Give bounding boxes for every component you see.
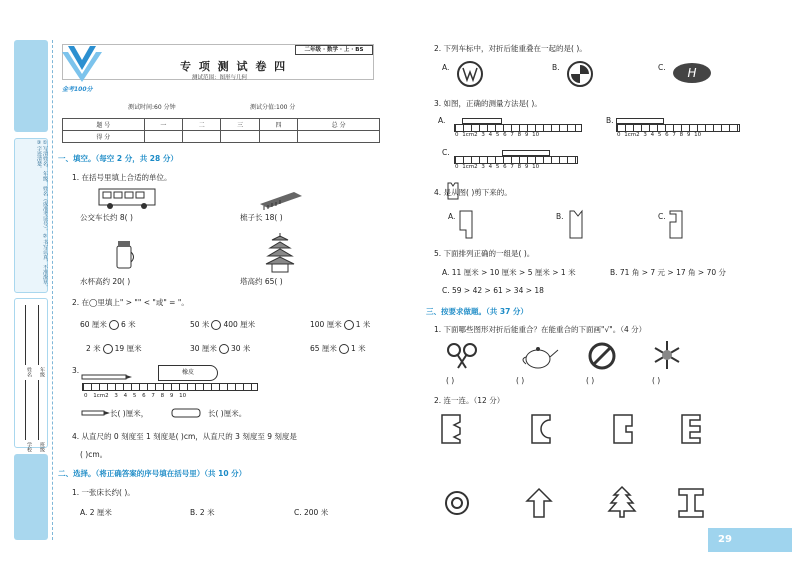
test-time: 测试时间:60 分钟: [128, 104, 176, 111]
half-shape-1-icon[interactable]: [440, 414, 462, 444]
vw-logo-icon: [456, 60, 484, 88]
fold-answer-1[interactable]: ( ): [446, 376, 455, 385]
cut-line: [52, 40, 53, 540]
choice-2-option-a[interactable]: A.: [442, 63, 450, 72]
choice-3-option-b[interactable]: B.: [606, 116, 614, 125]
choice-4: 4. 是从图( )剪下来的。: [434, 188, 512, 197]
sidebar-grade-label: 年级: [39, 367, 45, 377]
compare-item: [190, 319, 255, 330]
pencil-icon: [82, 374, 132, 380]
compare-right: 6 米: [120, 320, 136, 329]
score-header-cell: 总 分: [298, 119, 380, 131]
score-header-cell: 二: [183, 119, 221, 131]
test-total: 测试分值:100 分: [250, 104, 296, 111]
page-title: 专 项 测 试 卷 四: [180, 60, 288, 73]
compare-item: [190, 343, 250, 354]
scissors-icon: [446, 342, 478, 370]
sidebar-block-top: [14, 40, 48, 132]
section-3-heading: 三、按要求做题。（共 37 分）: [426, 307, 528, 316]
i-beam-icon[interactable]: [678, 488, 704, 518]
fold-answer-2[interactable]: ( ): [516, 376, 525, 385]
score-cell[interactable]: [221, 131, 259, 143]
compare-right: 1 米: [355, 320, 371, 329]
sidebar-line: [38, 305, 39, 365]
choice-3: 3. 如图，正确的测量方法是( )。: [434, 99, 542, 108]
sidebar-school-label: 学校: [26, 442, 32, 452]
question-1-4-line1: 4. 从直尺的 0 刻度至 1 刻度是( )cm，从直尺的 3 刻度至 9 刻度是: [72, 432, 297, 441]
score-header-cell: 三: [221, 119, 259, 131]
question-1-2: 2. 在◯里填上" > "" < "或" = "。: [72, 298, 189, 307]
choice-2-option-b[interactable]: B.: [552, 63, 560, 72]
sidebar-notice: ①写清姓名、年级、姓名（或准考证号）。②书写认真，不准潦草。③字迹清楚。: [36, 140, 48, 290]
score-cell[interactable]: [298, 131, 380, 143]
hyundai-logo-icon: [672, 62, 712, 84]
choice-4-option-a[interactable]: A.: [448, 212, 456, 221]
ring-icon[interactable]: [444, 490, 470, 516]
ruler-labels: 0 1cm2 3 4 5 6 7 8 9 10: [84, 393, 187, 399]
tree-icon[interactable]: [608, 486, 636, 518]
cutout-b-icon: [568, 210, 584, 240]
compare-left: 60 厘米: [80, 320, 107, 329]
fill-eraser-length[interactable]: 长( )厘米。: [208, 409, 247, 418]
task-3-1: 1. 下面哪些图形对折后能重合？在能重合的下面画"√"。（4 分）: [434, 325, 647, 334]
page-number: 29: [708, 528, 792, 552]
bus-icon: [98, 188, 158, 210]
score-cell[interactable]: [144, 131, 182, 143]
score-cell[interactable]: [183, 131, 221, 143]
sidebar-block-bottom: [14, 454, 48, 540]
compare-left: 100 厘米: [310, 320, 342, 329]
ruler-b-labels: 0 1cm2 3 4 5 6 7 8 9 10: [617, 132, 702, 138]
choice-1-option-b[interactable]: B. 2 米: [190, 508, 215, 517]
compare-right: 19 厘米: [114, 344, 142, 353]
compare-item: [86, 343, 142, 354]
cutout-c-icon: [668, 210, 684, 240]
score-header-cell: 一: [144, 119, 182, 131]
choice-4-option-c[interactable]: C.: [658, 212, 666, 221]
fill-comb-length[interactable]: 梳子长 18( ): [240, 213, 283, 222]
ruler-a-labels: 0 1cm2 3 4 5 6 7 8 9 10: [455, 132, 540, 138]
fill-bus-length[interactable]: 公交车长约 8( ): [80, 213, 133, 222]
choice-5-option-c[interactable]: C. 59 > 42 > 61 > 34 > 18: [442, 286, 544, 295]
compare-circle[interactable]: [219, 344, 229, 354]
compare-circle[interactable]: [344, 320, 354, 330]
half-shape-2-icon[interactable]: [530, 414, 552, 444]
compare-circle[interactable]: [103, 344, 113, 354]
compare-left: 65 厘米: [310, 344, 337, 353]
fold-answer-3[interactable]: ( ): [586, 376, 595, 385]
score-table-header: [63, 119, 380, 131]
choice-5: 5. 下面排列正确的一组是( )。: [434, 249, 535, 258]
compare-item: [310, 343, 366, 354]
half-shape-3-icon[interactable]: [612, 414, 634, 444]
compare-item: [310, 319, 370, 330]
ruler-c: [454, 156, 578, 164]
choice-2-option-c[interactable]: C.: [658, 63, 666, 72]
choice-1: 1. 一张床长约( )。: [72, 488, 135, 497]
teapot-icon: [518, 342, 558, 370]
compare-item: [80, 319, 136, 330]
fill-tower-height[interactable]: 塔高约 65( ): [240, 277, 283, 286]
ruler-graphic: [82, 383, 258, 391]
compare-left: 30 厘米: [190, 344, 217, 353]
compare-left: 2 米: [86, 344, 101, 353]
fill-pencil-length[interactable]: 长( )厘米，: [110, 409, 149, 418]
sidebar-line: [25, 380, 26, 440]
choice-3-option-a[interactable]: A.: [438, 116, 446, 125]
half-shape-4-icon[interactable]: [680, 414, 702, 444]
snowflake-icon: [652, 340, 682, 370]
score-row-label: 得 分: [63, 131, 145, 143]
arrow-up-icon[interactable]: [526, 488, 552, 518]
score-table-row: [63, 131, 380, 143]
ruler-a: [454, 124, 582, 132]
choice-4-option-b[interactable]: B.: [556, 212, 564, 221]
comb-icon: [258, 190, 304, 210]
compare-circle[interactable]: [109, 320, 119, 330]
no-sign-icon: [588, 342, 616, 370]
question-1-4-line2[interactable]: ( )cm。: [80, 450, 108, 459]
score-header-cell: 题 号: [63, 119, 145, 131]
ruler-b: [616, 124, 740, 132]
compare-circle[interactable]: [211, 320, 221, 330]
sidebar-class-label: 班级: [39, 442, 45, 452]
cup-icon: [114, 240, 136, 272]
fill-cup-height[interactable]: 水杯高约 20( ): [80, 277, 131, 286]
choice-5-option-a[interactable]: A. 11 厘米 > 10 厘米 > 5 厘米 > 1 米: [442, 268, 576, 277]
compare-right: 30 米: [230, 344, 251, 353]
score-cell[interactable]: [259, 131, 297, 143]
sidebar-line: [38, 380, 39, 440]
choice-5-option-b[interactable]: B. 71 角 > 7 元 > 17 角 > 70 分: [610, 268, 727, 277]
svg-text:H: H: [687, 66, 697, 80]
pencil-small-icon: [82, 410, 110, 416]
choice-1-option-c[interactable]: C. 200 米: [294, 508, 329, 517]
section-1-heading: 一、填空。（每空 2 分，共 28 分）: [58, 154, 178, 163]
section-2-heading: 二、选择。（将正确答案的序号填在括号里）（共 10 分）: [58, 469, 247, 478]
bmw-logo-icon: [566, 60, 594, 88]
compare-right: 1 米: [350, 344, 366, 353]
ruler-c-labels: 0 1cm2 3 4 5 6 7 8 9 10: [455, 164, 540, 170]
compare-circle[interactable]: [339, 344, 349, 354]
choice-3-option-c[interactable]: C.: [442, 148, 450, 157]
binding-sidebar: [14, 40, 48, 540]
vest-shape-icon: [446, 182, 460, 200]
task-3-2: 2. 连一连。（12 分）: [434, 396, 505, 405]
eraser-small-icon: [172, 409, 206, 418]
choice-2: 2. 下列车标中，对折后能重叠在一起的是( )。: [434, 44, 587, 53]
pagoda-icon: [262, 232, 298, 274]
score-header-cell: 四: [259, 119, 297, 131]
sidebar-line: [25, 305, 26, 365]
choice-1-option-a[interactable]: A. 2 厘米: [80, 508, 112, 517]
score-table: [62, 118, 380, 143]
eraser-label: 橡皮: [181, 369, 194, 376]
question-1-3: 3.: [72, 366, 80, 375]
compare-right: 400 厘米: [223, 320, 256, 329]
question-1-1: 1. 在括号里填上合适的单位。: [72, 173, 172, 182]
fold-answer-4[interactable]: ( ): [652, 376, 661, 385]
grade-label: 二年级 · 数学 · 上 · BS: [295, 45, 373, 55]
test-scope: 测试范围：图形与几何: [192, 75, 248, 81]
compare-left: 50 米: [190, 320, 210, 329]
logo-text: 金考100分: [62, 86, 93, 93]
sidebar-name-label: 姓名: [26, 367, 32, 377]
eraser-shape: [158, 365, 218, 381]
cutout-a-icon: [458, 210, 474, 240]
